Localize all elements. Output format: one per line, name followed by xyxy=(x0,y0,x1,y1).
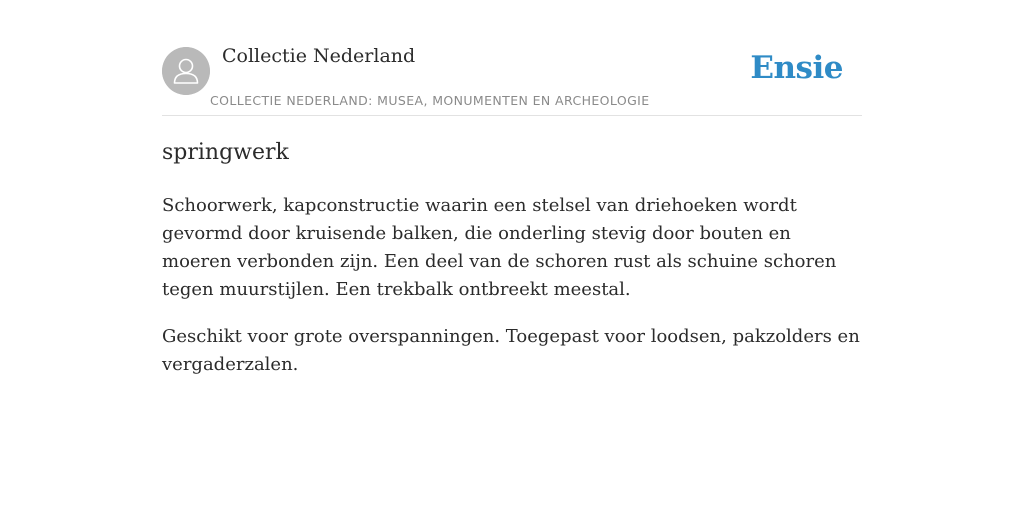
user-avatar-icon[interactable] xyxy=(162,47,210,95)
entry-card xyxy=(162,0,862,375)
entry-header xyxy=(162,0,862,116)
user-silhouette-icon xyxy=(162,47,210,95)
entry-definition xyxy=(162,192,862,398)
source-label[interactable]: COLLECTIE NEDERLAND: MUSEA, MONUMENTEN EN ARCHEOLOGIE xyxy=(210,93,650,108)
definition-paragraph: Schoorwerk, kapconstructie waarin een stelsel van driehoeken wordt gevormd door kruisende balken, die onderling stevig door bouten en moeren verbonden zijn. Een deel van de schoren rust als schuine schoren tegen muurstijlen. Een trekbalk ontbreekt meestal. xyxy=(162,195,837,300)
author-name[interactable]: Collectie Nederland xyxy=(222,45,416,67)
brand-logo[interactable]: Ensie xyxy=(750,50,843,86)
entry-term: springwerk xyxy=(162,140,289,165)
definition-paragraph: Geschikt voor grote overspanningen. Toegepast voor loodsen, pakzolders en vergaderzalen. xyxy=(162,326,860,375)
